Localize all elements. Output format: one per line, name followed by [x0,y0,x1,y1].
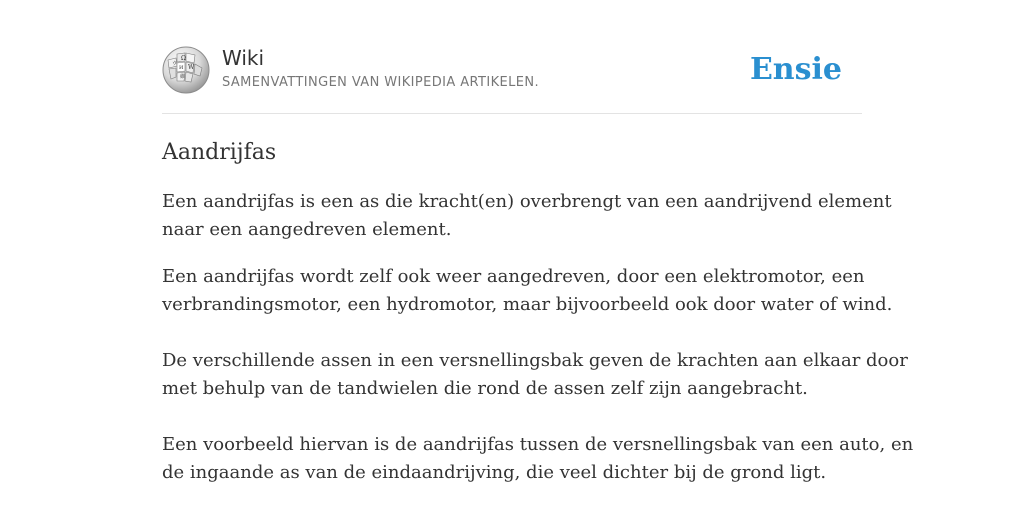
article-paragraph-2 [162,263,893,319]
svg-text:ウ: ウ [172,61,178,67]
article-paragraph-3 [162,347,908,403]
site-header [162,46,862,96]
site-name[interactable]: Wiki [222,46,265,70]
site-tagline: SAMENVATTINGEN VAN WIKIPEDIA ARTIKELEN. [222,75,540,90]
svg-text:И: И [179,65,184,71]
paragraph-line: naar een aangedreven element. [162,219,452,240]
paragraph-line: met behulp van de tandwielen die rond de assen zelf zijn aangebracht. [162,378,808,399]
paragraph-line: De verschillende assen in een versnellingsbak geven de krachten aan elkaar door [162,350,908,371]
paragraph-line: Een voorbeeld hiervan is de aandrijfas tussen de versnellingsbak van een auto, en [162,434,914,455]
svg-text:Ω: Ω [181,55,186,62]
paragraph-line: Een aandrijfas is een as die kracht(en) overbrengt van een aandrijvend element [162,191,892,212]
ensie-brand-logo[interactable]: Ensie [749,52,842,87]
paragraph-line: verbrandingsmotor, een hydromotor, maar bijvoorbeeld ook door water of wind. [162,294,893,315]
paragraph-line: Een aandrijfas wordt zelf ook weer aangedreven, door een elektromotor, een [162,266,865,287]
header-divider [162,113,862,114]
wikipedia-globe-icon[interactable] [162,46,210,94]
svg-text:W: W [188,64,195,71]
article-title: Aandrijfas [162,140,277,165]
article-paragraph-1 [162,188,892,244]
paragraph-line: de ingaande as van de eindaandrijving, die veel dichter bij de grond ligt. [162,462,827,483]
article-paragraph-4 [162,431,914,487]
article [162,137,914,487]
svg-text:維: 維 [180,74,186,80]
